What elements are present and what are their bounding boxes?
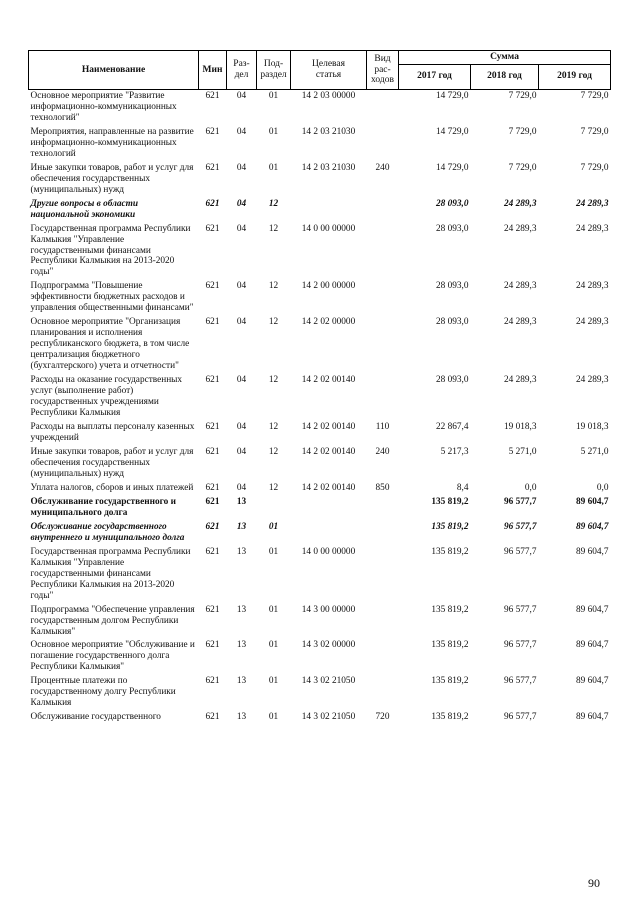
- row-razdel: 13: [236, 496, 247, 507]
- row-vr: 240: [375, 162, 390, 173]
- table-row: [29, 162, 611, 198]
- row-vr: 240: [375, 446, 390, 457]
- row-podrazdel: 12: [268, 422, 279, 433]
- row-vr: [367, 126, 399, 162]
- row-csr: 14 2 02 00140: [301, 482, 356, 493]
- row-sum-2018: 96 577,7: [503, 521, 537, 532]
- row-podrazdel: 01: [268, 604, 279, 615]
- row-razdel: 04: [236, 422, 247, 433]
- row-min: 621: [205, 676, 220, 687]
- row-csr: 14 2 03 21030: [301, 126, 356, 137]
- row-sum-2018: 96 577,7: [503, 604, 537, 615]
- row-podrazdel: 12: [268, 223, 279, 234]
- row-razdel: 04: [236, 317, 247, 328]
- row-sum-2019: 24 289,3: [575, 281, 609, 292]
- header-csr: Целевая статья: [291, 51, 367, 90]
- row-sum-2017: 28 093,0: [435, 281, 469, 292]
- row-min: 621: [205, 162, 220, 173]
- row-vr: [367, 223, 399, 281]
- row-razdel: 13: [236, 640, 247, 651]
- row-vr: [367, 521, 399, 546]
- row-csr: 14 2 02 00140: [301, 446, 356, 457]
- row-sum-2018: 96 577,7: [503, 546, 537, 557]
- row-csr: 14 3 00 00000: [301, 604, 356, 615]
- row-razdel: 04: [236, 375, 247, 386]
- row-vr: [367, 374, 399, 421]
- row-name: Подпрограмма "Обеспечение управления государственным долгом Республики Калмыкия": [30, 604, 195, 637]
- row-name: Основное мероприятие "Организация планирования и исполнения республиканского бюджета, в том числе централизация бюджетного (бухгалтерского) учета и отчетности": [30, 317, 190, 372]
- row-sum-2019: 7 729,0: [580, 162, 609, 173]
- row-vr: [367, 496, 399, 521]
- header-razdel: Раз- дел: [227, 51, 257, 90]
- row-min: 621: [205, 198, 220, 209]
- row-min: 621: [205, 546, 220, 557]
- row-csr: 14 2 03 21030: [301, 162, 356, 173]
- table-row: [29, 711, 611, 725]
- row-min: 621: [205, 521, 220, 532]
- row-csr: 14 2 02 00140: [301, 375, 356, 386]
- row-razdel: 04: [236, 162, 247, 173]
- row-razdel: 13: [236, 676, 247, 687]
- row-sum-2019: 19 018,3: [575, 422, 609, 433]
- header-vr: Вид рас- ходов: [367, 51, 399, 90]
- row-sum-2019: 89 604,7: [575, 546, 609, 557]
- row-name: Государственная программа Республики Калмыкия "Управление государственными финансами Республики Калмыкия на 2013-2020 годы": [30, 546, 191, 601]
- row-sum-2018: 96 577,7: [503, 496, 537, 507]
- row-sum-2019: 89 604,7: [575, 676, 609, 687]
- row-name: Подпрограмма "Повышение эффективности бюджетных расходов и управления общественными финансами": [30, 281, 194, 314]
- row-sum-2017: 22 867,4: [435, 422, 469, 433]
- row-csr: 14 3 02 00000: [301, 640, 356, 651]
- row-min: 621: [205, 90, 220, 101]
- row-sum-2017: 135 819,2: [431, 496, 469, 507]
- row-min: 621: [205, 223, 220, 234]
- row-min: 621: [205, 317, 220, 328]
- row-sum-2018: 24 289,3: [503, 223, 537, 234]
- row-vr: 720: [375, 712, 390, 723]
- row-min: 621: [205, 422, 220, 433]
- row-sum-2019: 7 729,0: [580, 126, 609, 137]
- row-name: Уплата налогов, сборов и иных платежей: [30, 482, 194, 493]
- row-name: Расходы на выплаты персоналу казенных учреждений: [30, 422, 195, 444]
- row-sum-2018: 24 289,3: [503, 375, 537, 386]
- row-csr: 14 3 02 21050: [301, 676, 356, 687]
- row-vr: [367, 639, 399, 675]
- header-2017: 2017 год: [399, 64, 471, 89]
- row-podrazdel: 12: [268, 375, 279, 386]
- row-podrazdel: 01: [268, 521, 279, 532]
- row-vr: 850: [375, 482, 390, 493]
- row-sum-2017: 135 819,2: [431, 546, 469, 557]
- row-name: Основное мероприятие "Развитие информационно-коммуникационных технологий": [30, 90, 177, 123]
- row-csr: [291, 496, 367, 521]
- row-sum-2017: 28 093,0: [435, 198, 469, 209]
- row-name: Обслуживание государственного: [30, 712, 161, 723]
- row-sum-2017: 14 729,0: [435, 162, 469, 173]
- row-name: Обслуживание государственного и муниципального долга: [30, 496, 176, 518]
- row-sum-2018: 7 729,0: [508, 126, 537, 137]
- row-min: 621: [205, 375, 220, 386]
- page-number: 90: [588, 876, 600, 890]
- row-sum-2017: 8,4: [456, 482, 469, 493]
- row-name: Процентные платежи по государственному долгу Республики Калмыкия: [30, 676, 176, 709]
- row-sum-2018: 0,0: [524, 482, 537, 493]
- row-vr: [367, 280, 399, 316]
- row-min: 621: [205, 712, 220, 723]
- table-row: [29, 316, 611, 374]
- row-sum-2017: 28 093,0: [435, 317, 469, 328]
- header-min: Мин: [199, 51, 227, 90]
- row-sum-2017: 135 819,2: [431, 521, 469, 532]
- row-csr: 14 0 00 00000: [301, 223, 356, 234]
- row-podrazdel: 01: [268, 162, 279, 173]
- row-sum-2019: 89 604,7: [575, 496, 609, 507]
- row-sum-2018: 7 729,0: [508, 162, 537, 173]
- row-razdel: 04: [236, 482, 247, 493]
- table-row: [29, 446, 611, 482]
- row-sum-2019: 5 271,0: [580, 446, 609, 457]
- row-name: Основное мероприятие "Обслуживание и погашение государственного долга Республики Калмыкия": [30, 640, 195, 673]
- row-sum-2019: 89 604,7: [575, 604, 609, 615]
- row-razdel: 13: [236, 546, 247, 557]
- row-min: 621: [205, 126, 220, 137]
- row-sum-2018: 24 289,3: [503, 198, 537, 209]
- row-sum-2017: 135 819,2: [431, 604, 469, 615]
- table-row: [29, 546, 611, 604]
- row-podrazdel: 12: [268, 482, 279, 493]
- row-name: Расходы на оказание государственных услуг (выполнение работ) государственных учреждениями Республики Калмыкия: [30, 375, 183, 419]
- row-podrazdel: 12: [268, 317, 279, 328]
- row-razdel: 04: [236, 126, 247, 137]
- table-row: [29, 280, 611, 316]
- row-podrazdel: 12: [268, 198, 279, 209]
- table-row: [29, 482, 611, 496]
- row-sum-2018: 24 289,3: [503, 317, 537, 328]
- row-name: Мероприятия, направленные на развитие информационно-коммуникационных технологий: [30, 126, 194, 159]
- row-sum-2018: 96 577,7: [503, 640, 537, 651]
- table-row: [29, 675, 611, 711]
- row-sum-2017: 135 819,2: [431, 640, 469, 651]
- row-sum-2018: 7 729,0: [508, 90, 537, 101]
- row-name: Обслуживание государственного внутреннего и муниципального долга: [30, 521, 185, 543]
- row-csr: 14 2 03 00000: [301, 90, 356, 101]
- row-csr: 14 2 02 00000: [301, 317, 356, 328]
- row-sum-2017: 28 093,0: [435, 223, 469, 234]
- row-sum-2019: 24 289,3: [575, 317, 609, 328]
- row-sum-2018: 5 271,0: [508, 446, 537, 457]
- table-header: [29, 51, 611, 90]
- row-razdel: 13: [236, 712, 247, 723]
- row-min: 621: [205, 281, 220, 292]
- row-sum-2019: 24 289,3: [575, 223, 609, 234]
- row-csr: [291, 521, 367, 546]
- row-sum-2018: 24 289,3: [503, 281, 537, 292]
- row-csr: [291, 198, 367, 223]
- header-summa: Сумма: [399, 51, 611, 65]
- budget-table: [28, 50, 611, 725]
- row-sum-2019: 7 729,0: [580, 90, 609, 101]
- row-podrazdel: 12: [268, 446, 279, 457]
- row-sum-2019: 24 289,3: [575, 375, 609, 386]
- row-razdel: 04: [236, 223, 247, 234]
- header-2018: 2018 год: [471, 64, 539, 89]
- row-sum-2017: 14 729,0: [435, 90, 469, 101]
- row-podrazdel: 01: [268, 546, 279, 557]
- row-sum-2017: 14 729,0: [435, 126, 469, 137]
- table-body: [29, 89, 611, 725]
- row-vr: [367, 198, 399, 223]
- row-vr: [367, 316, 399, 374]
- row-min: 621: [205, 640, 220, 651]
- row-sum-2019: 89 604,7: [575, 521, 609, 532]
- row-razdel: 04: [236, 90, 247, 101]
- row-name: Иные закупки товаров, работ и услуг для обеспечения государственных (муниципальных) нужд: [30, 446, 194, 479]
- table-row: [29, 198, 611, 223]
- table-row: [29, 223, 611, 281]
- row-vr: [367, 675, 399, 711]
- row-sum-2017: 135 819,2: [431, 712, 469, 723]
- row-sum-2017: 135 819,2: [431, 676, 469, 687]
- row-csr: 14 3 02 21050: [301, 712, 356, 723]
- row-podrazdel: 12: [268, 281, 279, 292]
- table-row: [29, 89, 611, 125]
- table-row: [29, 496, 611, 521]
- table-row: [29, 374, 611, 421]
- row-sum-2017: 5 217,3: [440, 446, 469, 457]
- row-csr: 14 0 00 00000: [301, 546, 356, 557]
- row-sum-2018: 19 018,3: [503, 422, 537, 433]
- header-name: Наименование: [29, 51, 199, 90]
- row-sum-2019: 0,0: [596, 482, 609, 493]
- row-vr: [367, 89, 399, 125]
- table-row: [29, 639, 611, 675]
- row-sum-2019: 24 289,3: [575, 198, 609, 209]
- table-row: [29, 421, 611, 446]
- row-podrazdel: 01: [268, 640, 279, 651]
- row-min: 621: [205, 496, 220, 507]
- row-min: 621: [205, 446, 220, 457]
- row-sum-2018: 96 577,7: [503, 676, 537, 687]
- header-podrazdel: Под- раздел: [257, 51, 291, 90]
- table-row: [29, 126, 611, 162]
- row-name: Государственная программа Республики Калмыкия "Управление государственными финансами Республики Калмыкия на 2013-2020 годы": [30, 223, 191, 278]
- row-podrazdel: 01: [268, 126, 279, 137]
- row-name: Другие вопросы в области национальной экономики: [30, 198, 139, 220]
- header-2019: 2019 год: [539, 64, 611, 89]
- row-sum-2017: 28 093,0: [435, 375, 469, 386]
- row-razdel: 04: [236, 281, 247, 292]
- budget-table-page: [28, 50, 610, 725]
- row-podrazdel: 01: [268, 676, 279, 687]
- row-csr: 14 2 00 00000: [301, 281, 356, 292]
- row-vr: 110: [375, 422, 390, 433]
- table-row: [29, 604, 611, 640]
- row-sum-2019: 89 604,7: [575, 640, 609, 651]
- row-razdel: 04: [236, 198, 247, 209]
- row-sum-2018: 96 577,7: [503, 712, 537, 723]
- row-vr: [367, 546, 399, 604]
- row-name: Иные закупки товаров, работ и услуг для обеспечения государственных (муниципальных) нужд: [30, 162, 194, 195]
- row-razdel: 13: [236, 604, 247, 615]
- row-podrazdel: [257, 496, 291, 521]
- row-sum-2019: 89 604,7: [575, 712, 609, 723]
- row-min: 621: [205, 482, 220, 493]
- row-razdel: 13: [236, 521, 247, 532]
- row-vr: [367, 604, 399, 640]
- table-row: [29, 521, 611, 546]
- row-podrazdel: 01: [268, 90, 279, 101]
- row-csr: 14 2 02 00140: [301, 422, 356, 433]
- row-podrazdel: 01: [268, 712, 279, 723]
- row-razdel: 04: [236, 446, 247, 457]
- row-min: 621: [205, 604, 220, 615]
